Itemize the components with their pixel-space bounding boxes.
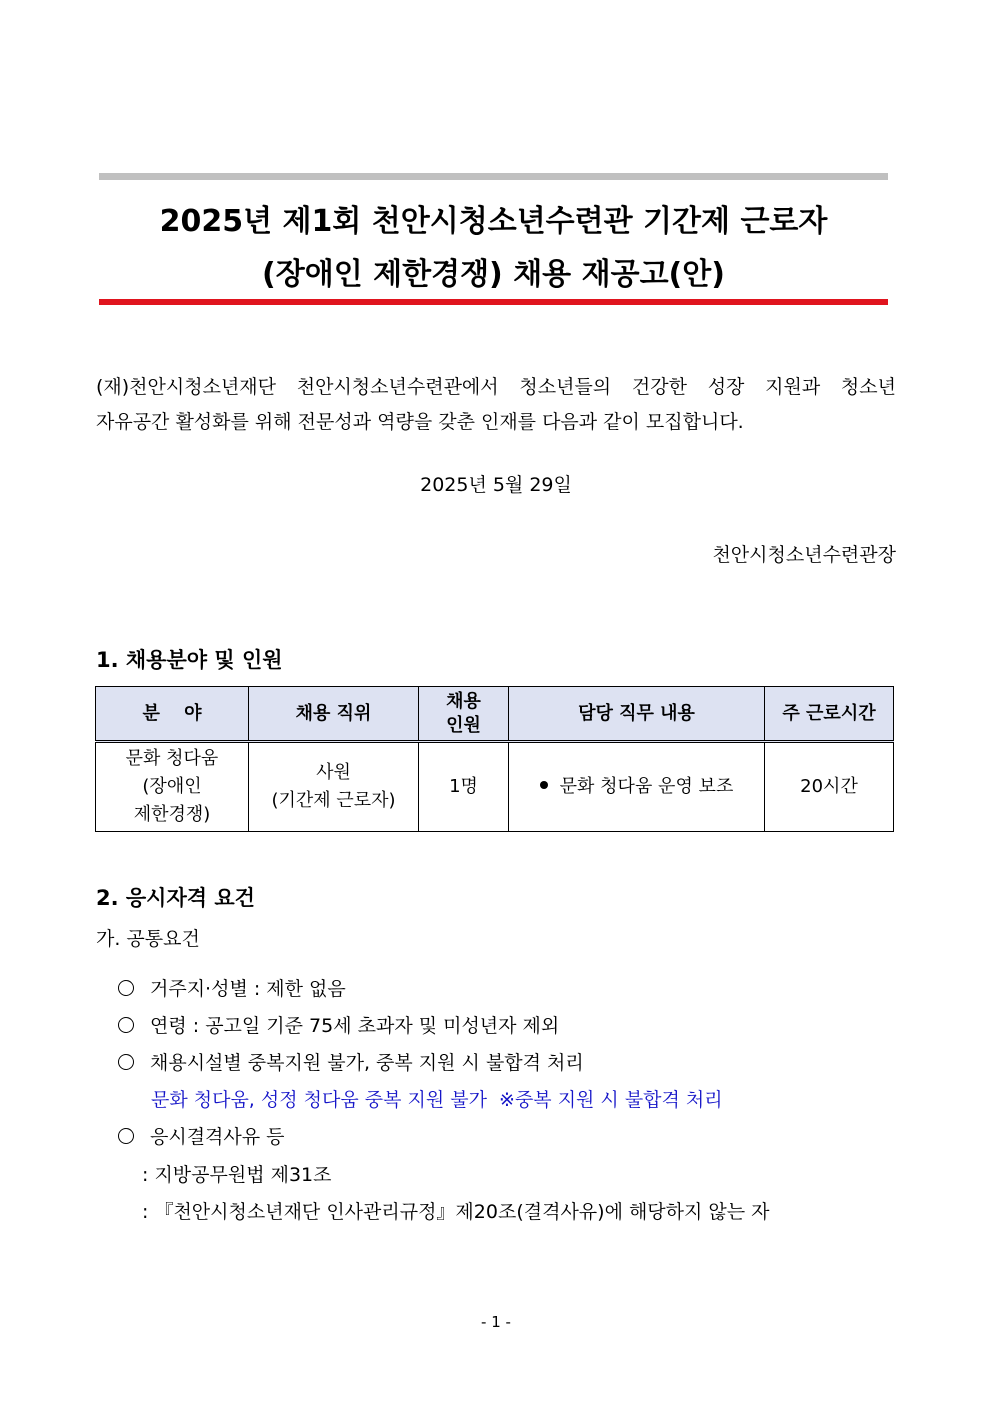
page-number: - 1 - xyxy=(481,1313,511,1331)
header-count: 채용 인원 xyxy=(419,687,509,742)
table-row xyxy=(96,742,894,832)
disqualification-line-2: : 『천안시청소년재단 인사관리규정』제20조(결격사유)에 해당하지 않는 자 xyxy=(142,1201,770,1223)
requirement-item-3: 채용시설별 중복지원 불가, 중복 지원 시 불합격 처리 xyxy=(118,1048,584,1075)
table-header-row xyxy=(96,687,894,742)
recruitment-table xyxy=(95,686,894,832)
duty-text: 문화 청다움 운영 보조 xyxy=(559,776,734,797)
requirement-item-4: 응시결격사유 등 xyxy=(118,1122,285,1149)
circle-bullet-icon xyxy=(118,1054,134,1070)
intro-paragraph xyxy=(96,370,896,440)
subsection-heading: 가. 공통요건 xyxy=(96,928,200,950)
section-2-heading: 2. 응시자격 요건 xyxy=(96,886,255,910)
disqualification-line-1: : 지방공무원법 제31조 xyxy=(142,1164,332,1186)
bullet-icon xyxy=(540,781,548,789)
requirement-item-2: 연령 : 공고일 기준 75세 초과자 및 미성년자 제외 xyxy=(118,1011,559,1038)
intro-line-2: 자유공간 활성화를 위해 전문성과 역량을 갖춘 인재를 다음과 같이 모집합니다. xyxy=(96,411,744,433)
title-top-rule xyxy=(99,173,888,180)
header-hours: 주 근로시간 xyxy=(765,687,894,742)
cell-duty xyxy=(509,742,765,832)
announcement-date: 2025년 5월 29일 xyxy=(420,474,572,496)
header-field: 분 야 xyxy=(96,687,249,742)
section-1-heading: 1. 채용분야 및 인원 xyxy=(96,648,283,672)
issuer-name: 천안시청소년수련관장 xyxy=(712,544,896,566)
title-bottom-rule xyxy=(99,299,888,305)
circle-bullet-icon xyxy=(118,1128,134,1144)
title-line-2: (장애인 제한경쟁) 채용 재공고(안) xyxy=(262,257,725,292)
header-position: 채용 직위 xyxy=(249,687,419,742)
intro-line-1: (재)천안시청소년재단 천안시청소년수련관에서 청소년들의 건강한 성장 지원과 청소년 xyxy=(96,376,896,398)
cell-field: 문화 청다움 (장애인 제한경쟁) xyxy=(96,742,249,832)
title-line-1: 2025년 제1회 천안시청소년수련관 기간제 근로자 xyxy=(159,204,828,239)
cell-hours: 20시간 xyxy=(765,742,894,832)
requirement-item-1: 거주지·성별 : 제한 없음 xyxy=(118,974,346,1001)
cell-count: 1명 xyxy=(419,742,509,832)
cell-position: 사원 (기간제 근로자) xyxy=(249,742,419,832)
circle-bullet-icon xyxy=(118,1017,134,1033)
circle-bullet-icon xyxy=(118,980,134,996)
duplicate-note: 문화 청다움, 성정 청다움 중복 지원 불가 ※중복 지원 시 불합격 처리 xyxy=(151,1089,723,1111)
header-duty: 담당 직무 내용 xyxy=(509,687,765,742)
